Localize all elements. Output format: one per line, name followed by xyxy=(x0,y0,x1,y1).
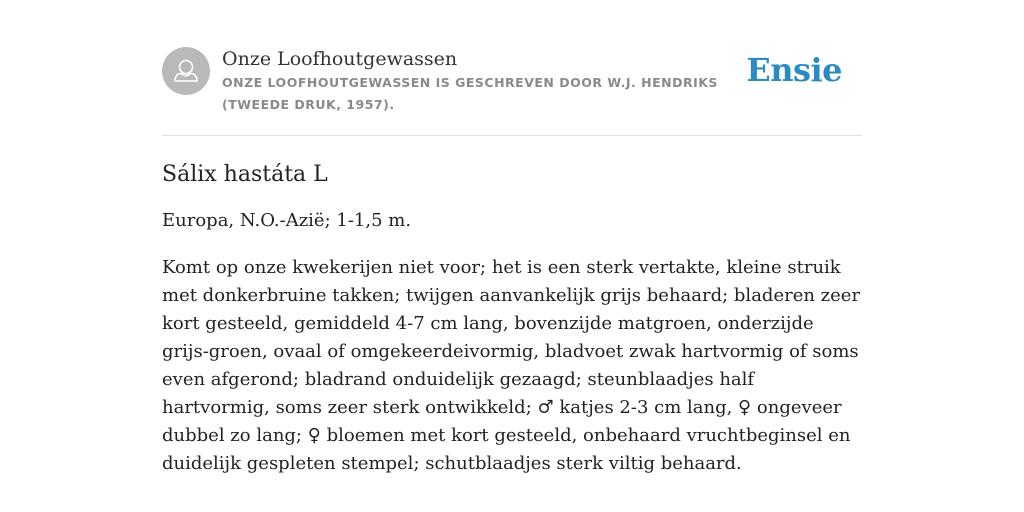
divider xyxy=(162,135,862,136)
avatar[interactable] xyxy=(162,47,210,95)
source-description: ONZE LOOFHOUTGEWASSEN IS GESCHREVEN DOOR W.J. HENDRIKS (TWEEDE DRUK, 1957). xyxy=(222,75,718,112)
entry-paragraph-location: Europa, N.O.-Azië; 1-1,5 m. xyxy=(162,210,412,231)
user-icon xyxy=(162,47,210,95)
source-title[interactable]: Onze Loofhoutgewassen xyxy=(222,48,458,70)
entry-content xyxy=(162,158,862,497)
entry-title: Sálix hastáta L xyxy=(162,162,328,187)
entry-paragraph-description: Komt op onze kwekerijen niet voor; het is een sterk vertakte, kleine struik met donkerbruine takken; twijgen aanvankelijk grijs behaard; bladeren zeer kort gesteeld, gemiddeld 4-7 cm lang, bovenzijde matgroen, onderzijde grijs-groen, ovaal of omgekeerdeivormig, bladvoet zwak hartvormig of soms even afgerond; bladrand onduidelijk gezaagd; steunblaadjes half hartvormig, soms zeer sterk ontwikkeld; ♂ katjes 2-3 cm lang, ♀ ongeveer dubbel zo lang; ♀ bloemen met kort gesteeld, onbehaard vruchtbeginsel en duidelijk gespleten stempel; schutblaadjes sterk viltig behaard. xyxy=(162,257,861,474)
source-header xyxy=(162,46,862,136)
brand-logo[interactable]: Ensie xyxy=(746,51,842,89)
